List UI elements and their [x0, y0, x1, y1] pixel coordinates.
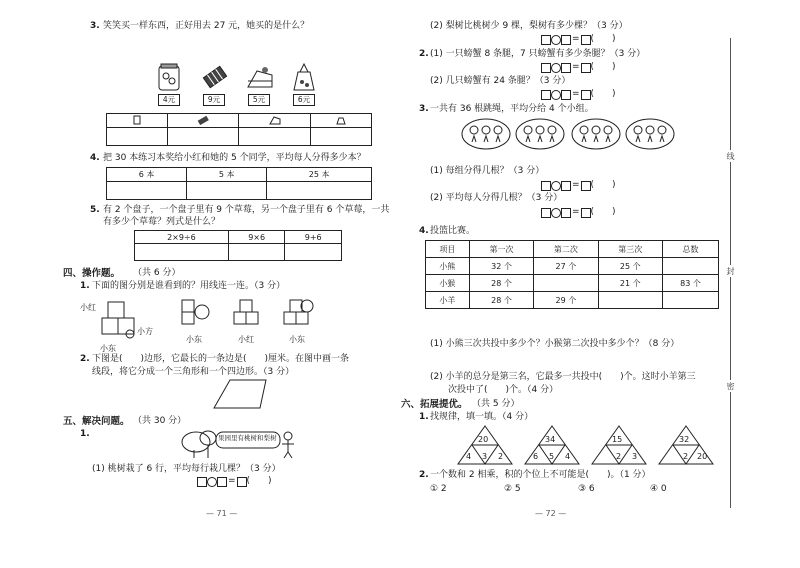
unit-blank[interactable]: ( ) — [590, 207, 616, 217]
answer-cell[interactable] — [135, 244, 229, 261]
triangle-top: 15 — [612, 435, 623, 444]
operator-circle[interactable] — [551, 208, 561, 218]
answer-box[interactable] — [197, 477, 207, 487]
option-cell: 6 本 — [107, 168, 187, 182]
answer-box[interactable] — [561, 35, 571, 45]
basketball-table — [425, 240, 719, 309]
table-header: 第一次 — [469, 241, 533, 258]
equation-row: = ( ) — [541, 89, 616, 101]
answer-box[interactable] — [581, 90, 591, 100]
triangle-top: 20 — [478, 435, 489, 444]
answer-cell[interactable] — [311, 128, 372, 146]
q4-a: (1) 小熊三次共投中多少个？小猴第二次投中多少个？（8 分） — [430, 339, 680, 349]
view-b — [232, 298, 262, 330]
triangle-right: 4 — [565, 452, 571, 461]
triangle-right: 2 — [498, 452, 504, 461]
choice-3[interactable]: ③ 6 — [578, 484, 595, 494]
q2-a: (1) 一只螃蟹 8 条腿，7 只螃蟹有多少条腿？（3 分） — [430, 49, 646, 59]
table-header: 第二次 — [534, 241, 598, 258]
equation-row: = ( ) — [541, 180, 616, 192]
margin-char-feng: 封 — [726, 267, 735, 275]
margin-char-xian: 线 — [726, 152, 735, 160]
view-label: 小东 — [289, 335, 305, 344]
operator-circle[interactable] — [207, 477, 217, 487]
answer-box[interactable] — [561, 208, 571, 218]
speech-bubble: 果园里有桃树和梨树 — [218, 434, 277, 442]
triangle-mid: 3 — [482, 452, 488, 461]
operator-circle[interactable] — [551, 181, 561, 191]
table-cell: 25 个 — [598, 258, 662, 275]
solve1-sub1: (1) 桃树栽了 6 行，平均每行栽几棵？（3 分） — [92, 464, 281, 474]
q2-b: (2) 几只螃蟹有 24 条腿？（3 分） — [430, 76, 571, 86]
q4-number: 4. — [419, 226, 429, 236]
cell-chocolate — [167, 114, 239, 128]
q4-b-line2: 次投中了( )个。（4 分） — [448, 385, 559, 395]
table-header: 第三次 — [598, 241, 662, 258]
price-tag: 6元 — [293, 94, 315, 106]
answer-box[interactable] — [561, 63, 571, 73]
option-cell: 2×9÷6 — [135, 231, 229, 244]
section-6-score: （共 5 分） — [472, 399, 520, 409]
answer-box[interactable] — [581, 35, 591, 45]
table-row — [426, 292, 719, 309]
view-c — [282, 298, 316, 330]
cell-jar — [107, 114, 168, 128]
triangle-mid: 2 — [683, 452, 689, 461]
answer-cell[interactable] — [285, 244, 342, 261]
table-cell[interactable] — [534, 275, 598, 292]
cube-stack-figure — [98, 296, 138, 340]
equation-row: = ( ) — [541, 34, 616, 46]
cake-slice-icon — [245, 65, 275, 91]
unit-blank[interactable]: ( ) — [590, 34, 616, 44]
option-cell: 5 本 — [187, 168, 267, 182]
q4-number: 4. — [90, 153, 100, 163]
view-a — [180, 298, 214, 330]
e1-number: 1. — [419, 412, 429, 422]
answer-box[interactable] — [561, 181, 571, 191]
answer-cell[interactable] — [267, 182, 372, 200]
answer-box[interactable] — [581, 208, 591, 218]
op2-number: 2. — [80, 354, 90, 364]
q4-text: 投篮比赛。 — [430, 226, 476, 236]
unit-blank[interactable]: ( ) — [590, 89, 616, 99]
groups-illustration — [460, 116, 680, 152]
q3-text: 笑笑买一样东西，正好用去 27 元，她买的是什么？ — [103, 21, 310, 31]
triangle-left: 6 — [533, 452, 539, 461]
table-cell: 32 个 — [469, 258, 533, 275]
q3-b: (2) 平均每人分得几根？（3 分） — [430, 193, 563, 203]
chocolate-bar-icon — [200, 63, 230, 91]
q3-answer-table — [106, 113, 372, 146]
e2-number: 2. — [419, 470, 429, 480]
triangle-top: 34 — [545, 435, 556, 444]
triangle-mid: 2 — [616, 452, 622, 461]
option-cell: 25 本 — [267, 168, 372, 182]
section-4-title: 四、操作题。 — [63, 268, 121, 279]
label-xiaofang: 小方 — [137, 327, 153, 336]
op1-text: 下面的图分别是谁看到的？用线连一连。（3 分） — [92, 281, 286, 291]
table-row — [426, 258, 719, 275]
equation-row: = ( ) — [197, 476, 272, 488]
price-tag: 9元 — [203, 94, 225, 106]
solve1-number: 1. — [80, 429, 90, 439]
table-cell[interactable] — [662, 258, 718, 275]
unit-blank[interactable]: ( ) — [246, 476, 272, 486]
unit-blank[interactable]: ( ) — [590, 62, 616, 72]
view-label: 小红 — [238, 335, 254, 344]
view-label: 小东 — [186, 335, 202, 344]
cell-candy — [311, 114, 372, 128]
answer-box[interactable] — [541, 63, 551, 73]
table-cell: 小羊 — [426, 292, 470, 309]
triangle-puzzle — [456, 424, 514, 466]
label-xiaodong: 小东 — [100, 344, 116, 353]
table-cell: 83 个 — [662, 275, 718, 292]
q4-text: 把 30 本练习本奖给小红和她的 5 个同学，平均每人分得多少本？ — [103, 153, 366, 163]
operator-circle[interactable] — [551, 63, 561, 73]
option-cell: 9×6 — [228, 231, 285, 244]
answer-box[interactable] — [541, 181, 551, 191]
unit-blank[interactable]: ( ) — [590, 180, 616, 190]
price-tag: 4元 — [158, 94, 180, 106]
e1-text: 找规律，填一填。（4 分） — [430, 412, 534, 422]
e2-text: 一个数和 2 相乘，积的个位上不可能是( )。（1 分） — [430, 470, 651, 480]
q5-number: 5. — [90, 205, 100, 215]
q5-text-line2: 有多少个草莓？列式是什么？ — [103, 217, 221, 227]
equation-row: = ( ) — [541, 62, 616, 74]
answer-box[interactable] — [561, 90, 571, 100]
label-xiaohong: 小红 — [80, 303, 96, 312]
answer-cell[interactable] — [228, 244, 285, 261]
triangle-right: 20 — [697, 452, 708, 461]
table-row — [426, 275, 719, 292]
r2-text: (2) 梨树比桃树少 9 棵，梨树有多少棵？（3 分） — [430, 21, 628, 31]
table-header: 项目 — [426, 241, 470, 258]
op1-number: 1. — [80, 281, 90, 291]
answer-cell[interactable] — [107, 182, 187, 200]
answer-box[interactable] — [581, 63, 591, 73]
q2-number: 2. — [419, 49, 429, 59]
answer-box[interactable] — [541, 208, 551, 218]
choice-1[interactable]: ① 2 — [430, 484, 447, 494]
q4-answer-table — [106, 167, 372, 200]
q4-b-line1: (2) 小羊的总分是第三名，它最多一共投中( )个。这时小羊第三 — [430, 372, 696, 382]
q5-answer-table — [134, 230, 342, 261]
price-tag: 5元 — [248, 94, 270, 106]
table-cell: 21 个 — [598, 275, 662, 292]
quadrilateral-figure[interactable] — [210, 374, 272, 412]
option-cell: 9+6 — [285, 231, 342, 244]
choice-2[interactable]: ② 5 — [504, 484, 521, 494]
cell-cake — [239, 114, 311, 128]
table-cell: 27 个 — [534, 258, 598, 275]
answer-box[interactable] — [217, 477, 227, 487]
cookie-jar-icon — [155, 62, 183, 92]
operator-circle[interactable] — [551, 90, 561, 100]
answer-cell[interactable] — [167, 128, 239, 146]
candy-bag-icon — [290, 62, 318, 92]
triangle-mid: 5 — [549, 452, 555, 461]
table-cell: 28 个 — [469, 292, 533, 309]
triangle-puzzle — [590, 424, 648, 466]
page-number: — 71 — — [206, 509, 238, 518]
answer-cell[interactable] — [107, 128, 168, 146]
answer-box[interactable] — [541, 35, 551, 45]
page-number: — 72 — — [535, 509, 567, 518]
table-cell[interactable] — [598, 292, 662, 309]
section-4-score: （共 6 分） — [133, 268, 181, 278]
margin-char-mi: 密 — [726, 382, 735, 390]
op2-text-line1: 下图是( )边形，它最长的一条边是( )厘米。在图中画一条 — [92, 354, 350, 364]
equation-row: = ( ) — [541, 207, 616, 219]
q3-text: 一共有 36 根跳绳，平均分给 4 个小组。 — [430, 104, 594, 114]
answer-box[interactable] — [237, 477, 247, 487]
section-5-score: （共 30 分） — [133, 416, 187, 426]
triangle-top: 32 — [679, 435, 690, 444]
section-5-title: 五、解决问题。 — [63, 416, 130, 427]
table-header: 总数 — [662, 241, 718, 258]
answer-box[interactable] — [581, 181, 591, 191]
operator-circle[interactable] — [551, 35, 561, 45]
answer-cell[interactable] — [187, 182, 267, 200]
op2-text-line2: 线段，将它分成一个三角形和一个四边形。（3 分） — [92, 367, 295, 377]
table-cell: 小熊 — [426, 258, 470, 275]
answer-cell[interactable] — [239, 128, 311, 146]
choice-4[interactable]: ④ 0 — [650, 484, 667, 494]
table-cell: 小猴 — [426, 275, 470, 292]
table-cell: 29 个 — [534, 292, 598, 309]
section-6-title: 六、拓展提优。 — [401, 399, 468, 410]
q5-text-line1: 有 2 个盘子，一个盘子里有 9 个草莓，另一个盘子里有 6 个草莓，一共 — [103, 205, 390, 215]
triangle-left: 4 — [466, 452, 472, 461]
triangle-right: 3 — [632, 452, 638, 461]
table-cell[interactable] — [662, 292, 718, 309]
table-cell: 28 个 — [469, 275, 533, 292]
answer-box[interactable] — [541, 90, 551, 100]
q3-number: 3. — [419, 104, 429, 114]
triangle-puzzle — [657, 424, 715, 466]
triangle-puzzle — [523, 424, 581, 466]
q3-number: 3. — [90, 21, 100, 31]
q3-a: (1) 每组分得几根？（3 分） — [430, 166, 545, 176]
